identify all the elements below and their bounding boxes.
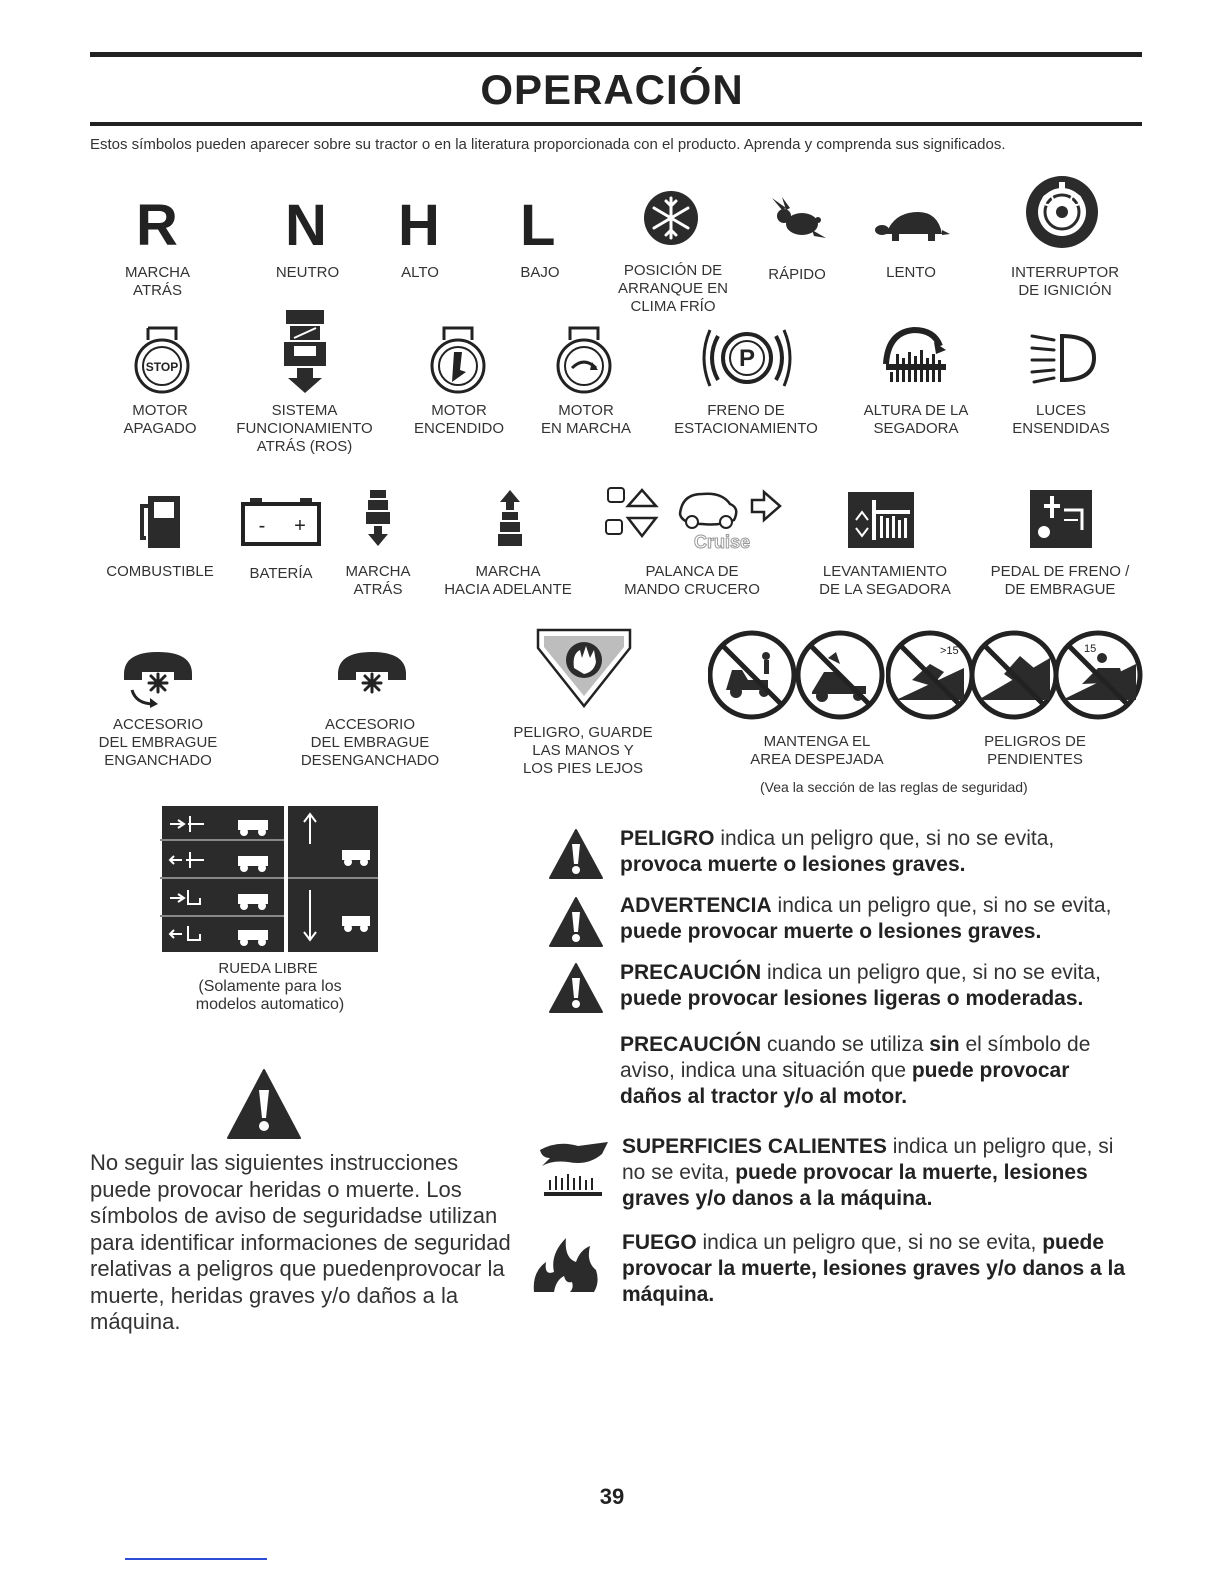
- slope-degree-1: >15: [940, 645, 959, 657]
- turtle-icon: [874, 208, 950, 244]
- label-fuel: COMBUSTIBLE: [106, 563, 214, 580]
- danger-tail: provoca muerte o lesiones graves.: [620, 853, 966, 876]
- label-mower-height: ALTURA DE LA SEGADORA: [863, 402, 969, 437]
- label-slow: LENTO: [886, 264, 936, 281]
- letter-l: L: [520, 193, 556, 258]
- hot-surfaces-definition: [622, 1134, 1142, 1212]
- battery-minus: -: [258, 515, 266, 537]
- slope-prohibition-icons: [886, 628, 1144, 722]
- caution-no-symbol-sin: sin: [929, 1033, 960, 1056]
- engine-on-icon: [430, 326, 486, 396]
- top-rule: [90, 52, 1142, 57]
- warning-triangle-icon: [548, 896, 604, 948]
- fire-definition: [622, 1230, 1137, 1308]
- safety-rules-note: (Vea la sección de las reglas de seguridad): [760, 779, 1028, 795]
- label-brake-pedal: PEDAL DE FRENO / DE EMBRAGUE: [990, 563, 1130, 598]
- hot-surfaces-text: indica un peligro que, si no se evita,: [622, 1135, 1114, 1184]
- ros-icon: [280, 308, 330, 394]
- ignition-switch-icon: [1024, 174, 1100, 250]
- label-high: ALTO: [401, 264, 439, 281]
- label-engine-off: MOTOR APAGADO: [123, 402, 197, 437]
- clutch-engaged-icon: [118, 646, 198, 710]
- label-cruise-lever: PALANCA DE MANDO CRUCERO: [624, 563, 760, 598]
- label-mower-lift: LEVANTAMIENTO DE LA SEGADORA: [819, 563, 951, 598]
- danger-definition: [620, 826, 1130, 878]
- label-hands-feet: PELIGRO, GUARDE LAS MANOS Y LOS PIES LEJOS: [513, 724, 653, 777]
- battery-icon: [240, 496, 322, 548]
- label-engine-on: MOTOR ENCENDIDO: [413, 402, 504, 437]
- footer-link-line: [125, 1558, 267, 1560]
- mower-lift-icon: [848, 492, 914, 548]
- engine-running-icon: [556, 326, 612, 396]
- label-low: BAJO: [520, 264, 560, 281]
- parking-letter: P: [738, 345, 756, 372]
- warning-key: ADVERTENCIA: [620, 894, 772, 917]
- label-ignition: INTERRUPTOR DE IGNICIÓN: [1010, 264, 1120, 299]
- parking-brake-icon: [702, 322, 792, 394]
- caution-text: indica un peligro que, si no se evita,: [761, 961, 1101, 984]
- label-slopes: PELIGROS DE PENDIENTES: [984, 733, 1086, 768]
- danger-triangle-icon: [548, 828, 604, 880]
- reverse-gear-icon: [364, 488, 392, 548]
- snowflake-icon: [637, 190, 705, 246]
- label-clear-area: MANTENGA EL AREA DESPEJADA: [750, 733, 884, 768]
- hot-surfaces-tail: puede provocar la muerte, lesiones graves y/o danos a la máquina.: [622, 1161, 1088, 1210]
- stop-text: STOP: [145, 360, 179, 374]
- caution-definition: [620, 960, 1145, 1012]
- caution-no-symbol-text-2: el símbolo de aviso, indica una situación que: [620, 1033, 1091, 1082]
- label-engine-running: MOTOR EN MARCHA: [540, 402, 631, 437]
- intro-text: Estos símbolos pueden aparecer sobre su tractor o en la literatura proporcionada con el producto. Aprenda y comprenda sus significados.: [90, 136, 1006, 153]
- letter-n: N: [285, 193, 327, 258]
- title-underline: [90, 122, 1142, 126]
- label-clutch-engaged: ACCESORIO DEL EMBRAGUE ENGANCHADO: [98, 716, 218, 769]
- caution-no-symbol-tail: puede provocar daños al tractor y/o al motor.: [620, 1059, 1070, 1108]
- label-freewheel-sub: (Solamente para los modelos automatico): [195, 978, 345, 1013]
- label-ros: SISTEMA FUNCIONAMIENTO ATRÁS (ROS): [236, 402, 373, 455]
- caution-no-symbol-text-1: cuando se utiliza: [761, 1033, 930, 1056]
- caution-no-symbol-definition: [620, 1032, 1120, 1110]
- slope-degree-2: 15: [1084, 643, 1097, 655]
- brake-pedal-icon: [1030, 490, 1092, 548]
- danger-text: indica un peligro que, si no se evita,: [714, 827, 1055, 850]
- label-freewheel: RUEDA LIBRE: [218, 960, 318, 977]
- label-cold-start: POSICIÓN DE ARRANQUE EN CLIMA FRÍO: [617, 262, 729, 315]
- warning-text: indica un peligro que, si no se evita,: [771, 894, 1112, 917]
- label-lights: LUCES ENSENDIDAS: [1012, 402, 1110, 437]
- clear-area-prohibition-icons: [708, 628, 886, 722]
- hands-feet-hazard-icon: [536, 628, 632, 708]
- caution-triangle-icon: [548, 962, 604, 1014]
- cruise-text: Cruise: [693, 532, 751, 552]
- mower-height-icon: [882, 324, 952, 384]
- label-reverse: MARCHA ATRÁS: [124, 264, 190, 299]
- hot-surfaces-key: SUPERFICIES CALIENTES: [622, 1135, 887, 1158]
- danger-key: PELIGRO: [620, 827, 715, 850]
- fire-key: FUEGO: [622, 1231, 697, 1254]
- label-battery: BATERÍA: [249, 565, 313, 582]
- clutch-disengaged-icon: [332, 646, 412, 696]
- engine-stop-icon: [134, 326, 190, 396]
- label-clutch-disengaged: ACCESORIO DEL EMBRAGUE DESENGANCHADO: [300, 716, 440, 769]
- caution-tail: puede provocar lesiones ligeras o moderadas.: [620, 987, 1084, 1010]
- fire-icon: [530, 1232, 602, 1294]
- page-title: OPERACIÓN: [480, 66, 744, 113]
- label-parking-brake: FRENO DE ESTACIONAMIENTO: [674, 402, 818, 437]
- safety-paragraph: No seguir las siguientes instrucciones puede provocar heridas o muerte. Los símbolos de aviso de seguridadse utilizan para identificar informaciones de seguridad relativas a peligros que puedenprovocar la muerte, heridas graves y/o daños a la máquina.: [90, 1150, 511, 1334]
- label-reverse-gear: MARCHA ATRÁS: [345, 563, 411, 598]
- forward-gear-icon: [496, 488, 524, 548]
- page-number: 39: [599, 1484, 625, 1509]
- fire-text: indica un peligro que, si no se evita,: [696, 1231, 1043, 1254]
- caution-key: PRECAUCIÓN: [620, 961, 762, 984]
- battery-plus: +: [294, 515, 306, 537]
- large-warning-triangle-icon: [226, 1068, 302, 1140]
- fire-tail: puede provocar la muerte, lesiones graves y/o danos a la máquina.: [622, 1231, 1126, 1306]
- warning-tail: puede provocar muerte o lesiones graves.: [620, 920, 1042, 943]
- fuel-icon: [136, 494, 184, 550]
- caution-no-symbol-key: PRECAUCIÓN: [620, 1033, 762, 1056]
- headlight-icon: [1028, 328, 1098, 386]
- cruise-lever-icon: [602, 484, 792, 554]
- hot-surface-icon: [538, 1136, 612, 1198]
- warning-definition: [620, 893, 1145, 945]
- label-neutral: NEUTRO: [275, 264, 340, 281]
- label-fast: RÁPIDO: [768, 266, 826, 283]
- freewheel-icon: [160, 804, 380, 954]
- label-forward-gear: MARCHA HACIA ADELANTE: [444, 563, 572, 598]
- rabbit-icon: [768, 196, 830, 242]
- letter-r: R: [136, 193, 178, 258]
- letter-h: H: [398, 193, 440, 258]
